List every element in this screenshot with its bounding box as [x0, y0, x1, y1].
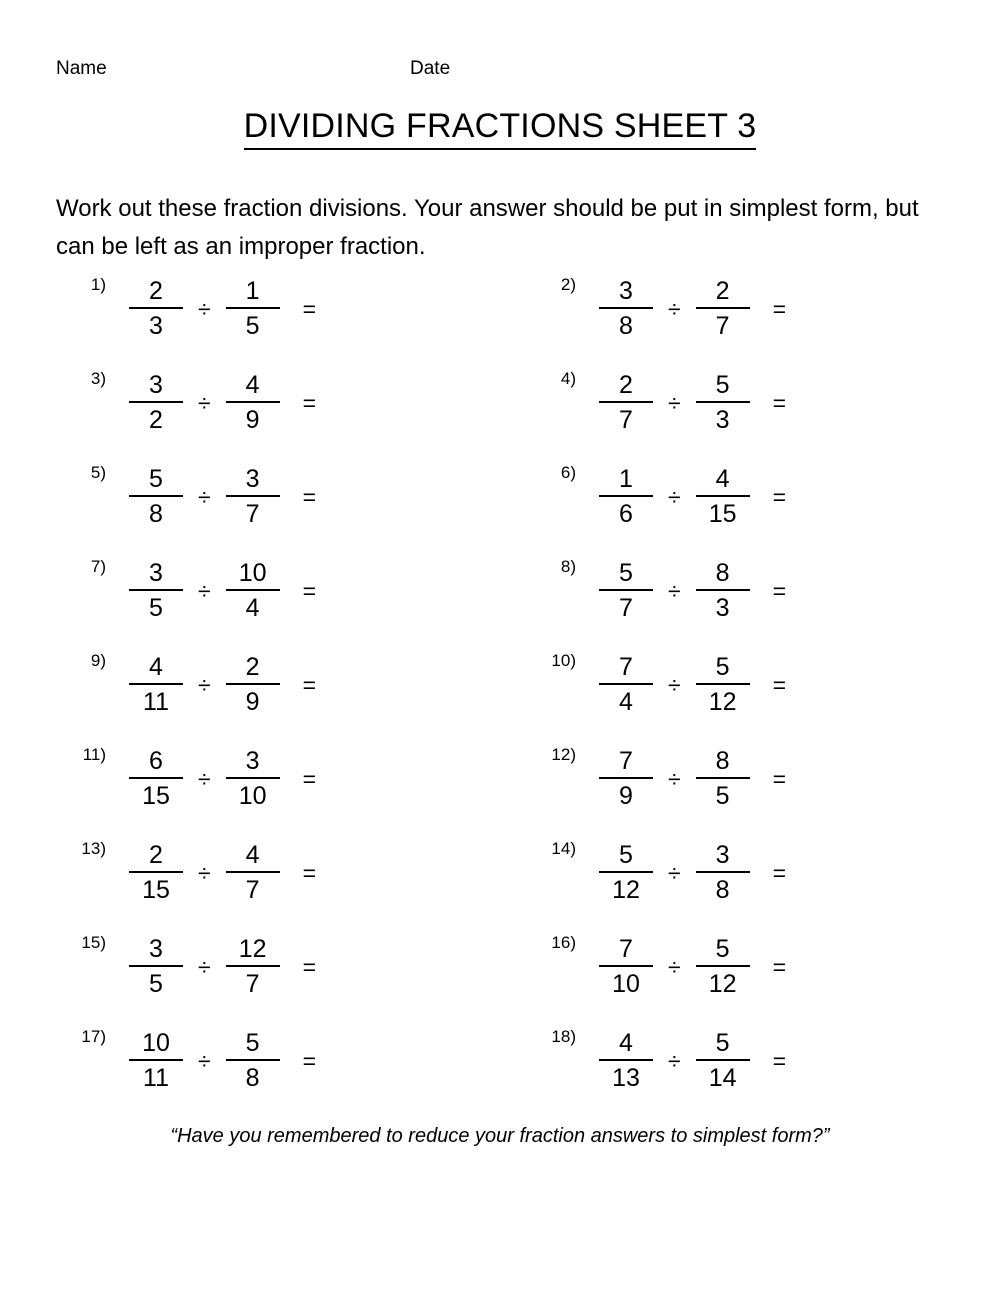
equals-icon: =: [772, 577, 787, 604]
right-fraction-bar: [696, 495, 750, 497]
right-fraction-bar: [226, 401, 280, 403]
left-fraction-bar: [599, 401, 653, 403]
problem-item: [530, 460, 786, 532]
right-denominator: 3: [715, 593, 730, 622]
right-fraction: [687, 276, 759, 341]
left-fraction: [590, 746, 662, 811]
right-fraction: [217, 1028, 289, 1093]
divide-icon: ÷: [668, 389, 681, 416]
right-fraction-bar: [226, 871, 280, 873]
divide-icon: ÷: [668, 295, 681, 322]
right-fraction: [217, 558, 289, 623]
equals-icon: =: [302, 483, 317, 510]
left-fraction-bar: [599, 965, 653, 967]
problem-row: [0, 272, 1000, 366]
problem-expression: [120, 272, 316, 344]
right-numerator: 5: [245, 1028, 260, 1057]
problem-expression: [120, 366, 316, 438]
left-fraction: [120, 652, 192, 717]
right-denominator: 8: [715, 875, 730, 904]
problem-item: [530, 742, 786, 814]
right-fraction: [217, 464, 289, 529]
equals-icon: =: [772, 1047, 787, 1074]
left-fraction-bar: [599, 871, 653, 873]
left-fraction-bar: [129, 1059, 183, 1061]
left-denominator: 9: [619, 781, 633, 810]
problem-number: 6): [560, 463, 576, 482]
problem-item: [60, 366, 316, 438]
right-numerator: 1: [245, 276, 260, 305]
left-fraction-bar: [599, 1059, 653, 1061]
problem-number: 5): [90, 463, 106, 482]
divide-icon: ÷: [198, 1047, 211, 1074]
left-fraction: [590, 934, 662, 999]
problem-item: [60, 460, 316, 532]
right-fraction: [687, 746, 759, 811]
right-fraction: [687, 558, 759, 623]
left-fraction-bar: [129, 965, 183, 967]
problem-row: [0, 742, 1000, 836]
left-fraction-bar: [129, 683, 183, 685]
left-denominator: 11: [143, 687, 169, 716]
right-fraction-bar: [696, 1059, 750, 1061]
right-numerator: 4: [715, 464, 730, 493]
date-label: Date: [410, 58, 451, 79]
right-fraction: [687, 840, 759, 905]
divide-icon: ÷: [198, 953, 211, 980]
problem-row: [0, 648, 1000, 742]
divide-icon: ÷: [198, 765, 211, 792]
equals-icon: =: [772, 483, 787, 510]
problem-expression: [590, 460, 786, 532]
left-denominator: 12: [612, 875, 640, 904]
problem-row: [0, 1024, 1000, 1118]
right-denominator: 5: [245, 311, 260, 340]
right-fraction: [687, 464, 759, 529]
problem-expression: [590, 366, 786, 438]
problem-expression: [120, 1024, 316, 1096]
left-fraction-bar: [129, 307, 183, 309]
left-fraction: [590, 370, 662, 435]
problem-expression: [120, 554, 316, 626]
problem-expression: [590, 742, 786, 814]
right-numerator: 2: [245, 652, 260, 681]
right-numerator: 4: [245, 370, 260, 399]
left-fraction: [120, 934, 192, 999]
right-fraction: [687, 370, 759, 435]
left-numerator: 4: [619, 1028, 633, 1057]
problem-number: 15): [81, 933, 106, 952]
left-numerator: 5: [619, 558, 633, 587]
right-denominator: 14: [708, 1063, 737, 1092]
right-numerator: 3: [245, 746, 260, 775]
left-numerator: 3: [619, 276, 633, 305]
right-denominator: 7: [245, 875, 260, 904]
right-denominator: 5: [715, 781, 730, 810]
left-denominator: 7: [619, 593, 633, 622]
left-denominator: 7: [619, 405, 633, 434]
right-fraction: [687, 652, 759, 717]
left-fraction: [120, 558, 192, 623]
problem-number: 1): [90, 275, 106, 294]
name-label: Name: [56, 58, 107, 79]
divide-icon: ÷: [668, 577, 681, 604]
right-denominator: 8: [245, 1063, 260, 1092]
right-denominator: 7: [245, 969, 260, 998]
divide-icon: ÷: [668, 765, 681, 792]
right-fraction-bar: [226, 589, 280, 591]
left-denominator: 10: [612, 969, 640, 998]
right-fraction-bar: [696, 683, 750, 685]
problem-item: [530, 366, 786, 438]
left-numerator: 2: [149, 276, 163, 305]
problem-row: [0, 460, 1000, 554]
right-fraction-bar: [226, 965, 280, 967]
problem-number: 10): [551, 651, 576, 670]
left-fraction: [120, 464, 192, 529]
right-denominator: 10: [238, 781, 267, 810]
right-fraction: [217, 934, 289, 999]
right-fraction-bar: [696, 965, 750, 967]
left-fraction: [590, 558, 662, 623]
divide-icon: ÷: [668, 859, 681, 886]
right-numerator: 8: [715, 746, 730, 775]
problem-item: [60, 742, 316, 814]
problem-item: [530, 1024, 786, 1096]
left-numerator: 4: [149, 652, 163, 681]
problem-expression: [590, 836, 786, 908]
left-fraction: [590, 840, 662, 905]
problem-number: 8): [560, 557, 576, 576]
problem-item: [60, 836, 316, 908]
problem-item: [530, 648, 786, 720]
left-numerator: 2: [149, 840, 163, 869]
right-fraction: [217, 746, 289, 811]
worksheet-header: [0, 56, 1000, 86]
left-denominator: 5: [149, 593, 163, 622]
left-fraction: [590, 464, 662, 529]
right-fraction: [217, 370, 289, 435]
problem-number: 14): [551, 839, 576, 858]
left-fraction: [590, 652, 662, 717]
left-numerator: 3: [149, 370, 163, 399]
page-title: [0, 104, 1000, 148]
divide-icon: ÷: [668, 1047, 681, 1074]
right-denominator: 4: [245, 593, 260, 622]
problem-expression: [120, 930, 316, 1002]
left-numerator: 3: [149, 934, 163, 963]
right-denominator: 7: [245, 499, 260, 528]
problem-expression: [590, 554, 786, 626]
left-numerator: 6: [149, 746, 163, 775]
problem-number: 9): [90, 651, 106, 670]
left-fraction-bar: [129, 777, 183, 779]
right-numerator: 3: [245, 464, 260, 493]
left-denominator: 5: [149, 969, 163, 998]
right-denominator: 7: [715, 311, 730, 340]
equals-icon: =: [302, 295, 317, 322]
problem-number: 16): [551, 933, 576, 952]
left-numerator: 10: [142, 1028, 170, 1057]
divide-icon: ÷: [198, 389, 211, 416]
right-fraction-bar: [696, 589, 750, 591]
right-numerator: 5: [715, 934, 730, 963]
left-fraction-bar: [129, 589, 183, 591]
left-denominator: 6: [619, 499, 633, 528]
right-numerator: 8: [715, 558, 730, 587]
equals-icon: =: [302, 1047, 317, 1074]
problem-item: [60, 1024, 316, 1096]
right-fraction: [217, 652, 289, 717]
right-denominator: 12: [708, 969, 737, 998]
left-numerator: 3: [149, 558, 163, 587]
problem-expression: [120, 460, 316, 532]
left-fraction: [590, 1028, 662, 1093]
equals-icon: =: [772, 389, 787, 416]
left-fraction-bar: [599, 495, 653, 497]
right-fraction-bar: [226, 683, 280, 685]
equals-icon: =: [772, 765, 787, 792]
left-fraction: [120, 746, 192, 811]
problem-number: 3): [90, 369, 106, 388]
left-numerator: 7: [619, 652, 633, 681]
left-fraction: [120, 370, 192, 435]
left-fraction: [590, 276, 662, 341]
problem-expression: [120, 742, 316, 814]
divide-icon: ÷: [668, 953, 681, 980]
left-numerator: 7: [619, 746, 633, 775]
left-fraction-bar: [129, 495, 183, 497]
problem-number: 12): [551, 745, 576, 764]
instructions-text: Work out these fraction divisions. Your answer should be put in simplest form, but can be left as an improper fraction.: [56, 195, 919, 260]
left-fraction: [120, 276, 192, 341]
divide-icon: ÷: [198, 577, 211, 604]
left-fraction-bar: [599, 683, 653, 685]
left-denominator: 15: [142, 875, 170, 904]
left-numerator: 5: [149, 464, 163, 493]
problem-item: [530, 554, 786, 626]
left-fraction-bar: [129, 871, 183, 873]
right-denominator: 12: [708, 687, 737, 716]
problem-item: [60, 930, 316, 1002]
equals-icon: =: [772, 859, 787, 886]
right-numerator: 5: [715, 370, 730, 399]
right-numerator: 10: [238, 558, 267, 587]
equals-icon: =: [302, 765, 317, 792]
problem-row: [0, 554, 1000, 648]
right-denominator: 9: [245, 687, 260, 716]
right-fraction: [217, 840, 289, 905]
problem-row: [0, 366, 1000, 460]
right-fraction-bar: [696, 401, 750, 403]
problem-number: 13): [81, 839, 106, 858]
right-denominator: 3: [715, 405, 730, 434]
right-numerator: 4: [245, 840, 260, 869]
right-denominator: 15: [708, 499, 737, 528]
right-numerator: 12: [238, 934, 267, 963]
problem-row: [0, 930, 1000, 1024]
left-fraction: [120, 1028, 192, 1093]
left-fraction-bar: [599, 777, 653, 779]
left-fraction-bar: [599, 589, 653, 591]
left-numerator: 7: [619, 934, 633, 963]
left-fraction: [120, 840, 192, 905]
problem-expression: [590, 272, 786, 344]
problem-expression: [590, 930, 786, 1002]
left-denominator: 3: [149, 311, 163, 340]
problem-list: [0, 272, 1000, 1118]
problem-item: [530, 930, 786, 1002]
equals-icon: =: [302, 859, 317, 886]
right-fraction-bar: [696, 871, 750, 873]
page-title-text: DIVIDING FRACTIONS SHEET 3: [244, 107, 757, 150]
right-fraction: [687, 934, 759, 999]
equals-icon: =: [302, 953, 317, 980]
right-numerator: 5: [715, 652, 730, 681]
divide-icon: ÷: [198, 859, 211, 886]
problem-item: [60, 648, 316, 720]
right-denominator: 9: [245, 405, 260, 434]
right-fraction-bar: [226, 1059, 280, 1061]
right-numerator: 5: [715, 1028, 730, 1057]
left-fraction-bar: [129, 401, 183, 403]
problem-number: 2): [560, 275, 576, 294]
equals-icon: =: [302, 671, 317, 698]
divide-icon: ÷: [668, 671, 681, 698]
problem-expression: [120, 836, 316, 908]
left-denominator: 11: [143, 1063, 169, 1092]
problem-expression: [120, 648, 316, 720]
equals-icon: =: [772, 953, 787, 980]
right-fraction-bar: [226, 777, 280, 779]
left-denominator: 15: [142, 781, 170, 810]
problem-number: 11): [82, 745, 106, 764]
problem-number: 7): [90, 557, 106, 576]
divide-icon: ÷: [198, 295, 211, 322]
right-fraction-bar: [226, 495, 280, 497]
problem-item: [60, 272, 316, 344]
divide-icon: ÷: [668, 483, 681, 510]
left-fraction-bar: [599, 307, 653, 309]
problem-number: 4): [560, 369, 576, 388]
equals-icon: =: [772, 295, 787, 322]
footer-note: “Have you remembered to reduce your fraction answers to simplest form?”: [170, 1125, 830, 1147]
right-fraction: [687, 1028, 759, 1093]
problem-item: [530, 836, 786, 908]
problem-item: [60, 554, 316, 626]
right-fraction-bar: [696, 777, 750, 779]
left-denominator: 4: [619, 687, 633, 716]
left-numerator: 5: [619, 840, 633, 869]
divide-icon: ÷: [198, 483, 211, 510]
right-numerator: 3: [715, 840, 730, 869]
left-numerator: 1: [619, 464, 633, 493]
right-numerator: 2: [715, 276, 730, 305]
left-denominator: 8: [619, 311, 633, 340]
problem-expression: [590, 1024, 786, 1096]
problem-expression: [590, 648, 786, 720]
equals-icon: =: [772, 671, 787, 698]
divide-icon: ÷: [198, 671, 211, 698]
right-fraction: [217, 276, 289, 341]
equals-icon: =: [302, 577, 317, 604]
problem-number: 17): [81, 1027, 106, 1046]
left-numerator: 2: [619, 370, 633, 399]
right-fraction-bar: [226, 307, 280, 309]
right-fraction-bar: [696, 307, 750, 309]
problem-item: [530, 272, 786, 344]
equals-icon: =: [302, 389, 317, 416]
problem-row: [0, 836, 1000, 930]
left-denominator: 13: [612, 1063, 640, 1092]
left-denominator: 8: [149, 499, 163, 528]
left-denominator: 2: [149, 405, 163, 434]
problem-number: 18): [551, 1027, 576, 1046]
